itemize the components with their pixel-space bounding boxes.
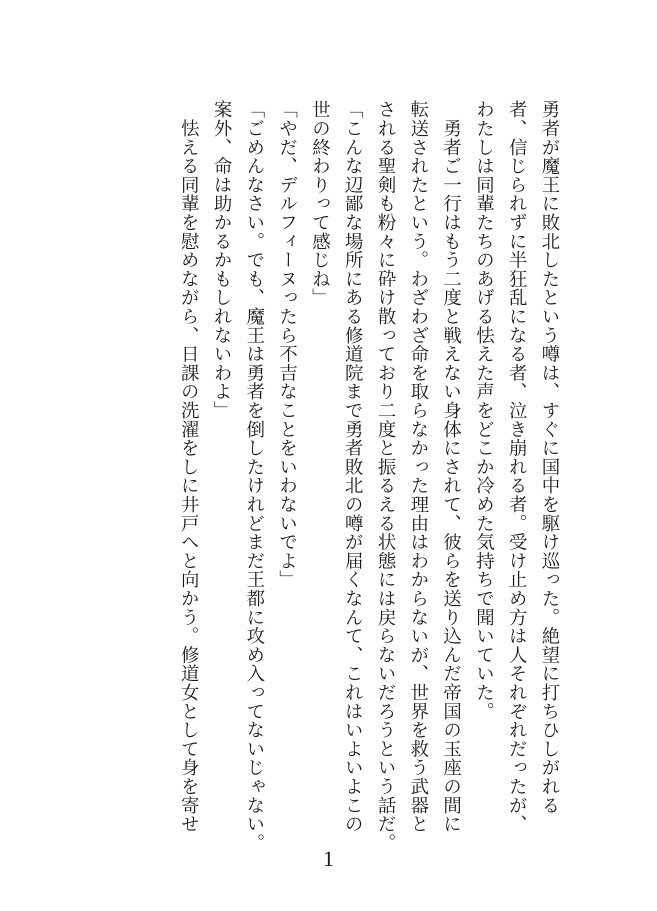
text-line: 者、信じられずに半狂乱になる者、泣き崩れる者。受け止め方は人それぞれだったが、 [506,100,528,834]
text-line: 世の終わりって感じね」 [309,100,331,307]
text-line: される聖剣も粉々に砕け散っており二度と振るえる状態には戻らないだろうという話だ。 [375,100,397,852]
text-line: わたしは同輩たちのあげる怯えた声をどこか冷めた気持ちで聞いていた。 [473,100,495,721]
text-line: 「やだ、デルフィーヌったら不吉なことをいわないでよ」 [276,100,298,589]
text-line: 勇者ご一行はもう二度と戦えない身体にされて、彼らを送り込んだ帝国の玉座の間に [440,100,462,834]
text-line: 転送されたという。わざわざ命を取らなかった理由はわからないが、世界を救う武器と [407,100,429,834]
text-line: 怯える同輩を慰めながら、日課の洗濯をしに井戸へと向かう。修道女として身を寄せ [178,100,200,834]
text-line: 「ごめんなさい。でも、魔王は勇者を倒したけれどまだ王都に攻め入ってないじゃない。 [243,100,265,852]
text-line: 案外、命は助かるかもしれないわよ」 [211,100,233,420]
page-number: 1 [323,846,334,871]
text-line: 勇者が魔王に敗北したという噂は、すぐに国中を駆け巡った。絶望に打ちひしがれる [539,100,560,815]
body-text [171,100,565,852]
text-line: 「こんな辺鄙な場所にある修道院まで勇者敗北の噂が届くなんて、これはいよいよこの [342,100,364,834]
